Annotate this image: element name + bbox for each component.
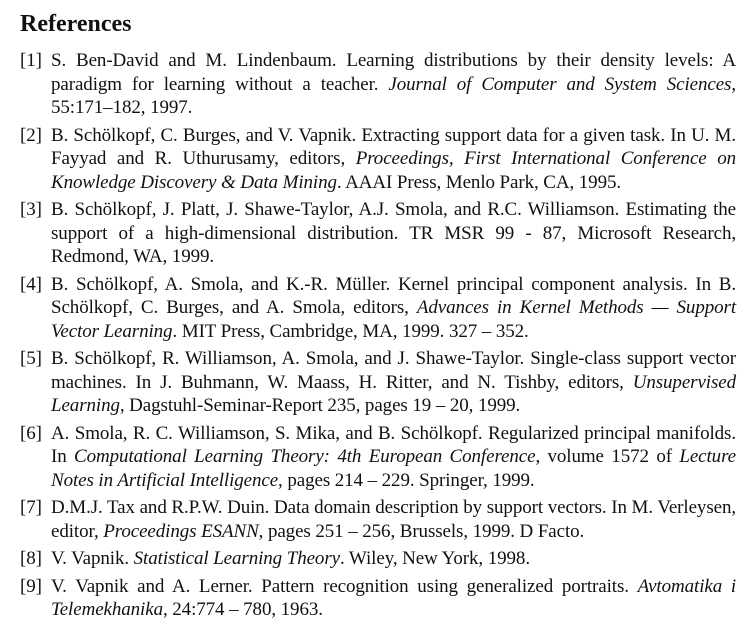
reference-title-italic: Lecture Notes in Artificial Intelligence <box>51 446 736 491</box>
reference-text-segment: , volume 1572 of <box>535 446 680 467</box>
reference-title-italic: Journal of Computer and System Sciences <box>388 73 732 95</box>
reference-entry <box>20 422 736 493</box>
reference-title-italic: Proceedings ESANN <box>103 520 259 542</box>
reference-text <box>51 273 736 344</box>
reference-number: [5] <box>20 348 42 369</box>
reference-title-italic: Statistical Learning Theory <box>133 548 340 569</box>
reference-text <box>51 49 736 120</box>
reference-text-segment: , 24:774 – 780, 1963. <box>162 599 323 620</box>
reference-title-italic: Unsupervised Learning <box>51 371 736 416</box>
reference-text <box>51 496 736 543</box>
reference-text-segment: B. Schölkopf, A. Smola, and K.-R. Müller. Kernel principal component analysis. In B. Schölkopf, C. Burges, and A. Smola, editors, <box>51 273 736 318</box>
reference-text-segment: . MIT Press, Cambridge, MA, 1999. 327 – 352. <box>172 320 529 342</box>
reference-text-segment: V. Vapnik. <box>51 548 134 569</box>
reference-number: [6] <box>20 422 42 444</box>
reference-number: [9] <box>20 575 42 597</box>
reference-number: [3] <box>20 199 42 220</box>
reference-title-italic: Advances in Kernel Methods — Support Vector Learning <box>51 297 736 342</box>
reference-text <box>51 422 736 493</box>
reference-text <box>51 347 736 418</box>
reference-entry <box>20 347 736 418</box>
reference-text-segment: . Wiley, New York, 1998. <box>339 548 530 569</box>
reference-entry <box>20 547 736 571</box>
section-title: References <box>20 11 132 37</box>
reference-text-segment: . AAAI Press, Menlo Park, CA, 1995. <box>336 171 622 193</box>
reference-text-segment: , pages 214 – 229. Springer, 1999. <box>278 469 535 491</box>
reference-text-segment: , pages 251 – 256, Brussels, 1999. D Facto. <box>258 520 585 542</box>
reference-title-italic: Avtomatika i Telemekhanika <box>51 575 737 620</box>
reference-number: [7] <box>20 497 42 518</box>
reference-text-segment: , Dagstuhl-Seminar-Report 235, pages 19 – 20, 1999. <box>119 395 521 416</box>
reference-text <box>51 124 736 195</box>
reference-list <box>20 49 736 622</box>
reference-title-italic: Proceedings, First International Conference on Knowledge Discovery & Data Mining <box>51 148 737 193</box>
reference-entry <box>20 575 736 622</box>
reference-text-segment: D.M.J. Tax and R.P.W. Duin. Data domain description by support vectors. In M. Verleysen, editor, <box>51 497 736 542</box>
reference-number: [4] <box>20 273 42 295</box>
reference-text-segment: S. Ben-David and M. Lindenbaum. Learning distributions by their density levels: A paradigm for learning without a teacher. <box>51 50 736 95</box>
reference-text <box>51 547 736 571</box>
reference-text-segment: A. Smola, R. C. Williamson, S. Mika, and B. Schölkopf. Regularized principal manifolds. In <box>51 422 736 467</box>
reference-entry <box>20 198 736 269</box>
reference-number: [2] <box>20 124 42 146</box>
reference-text-segment: , 55:171–182, 1997. <box>51 73 736 118</box>
reference-title-italic: Computational Learning Theory: 4th European Conference <box>74 446 536 467</box>
reference-text <box>51 575 736 622</box>
reference-text-segment: B. Schölkopf, J. Platt, J. Shawe-Taylor, A.J. Smola, and R.C. Williamson. Estimating the support of a high-dimensional distribution. TR MSR 99 - 87, Microsoft Research, Redmond, WA, 1999. <box>51 199 736 267</box>
reference-text-segment: V. Vapnik and A. Lerner. Pattern recognition using generalized portraits. <box>51 575 638 597</box>
reference-text-segment: B. Schölkopf, C. Burges, and V. Vapnik. Extracting support data for a given task. In U. M. Fayyad and R. Uthurusamy, editors, <box>51 124 736 169</box>
reference-entry <box>20 496 736 543</box>
reference-entry <box>20 124 736 195</box>
reference-text-segment: B. Schölkopf, R. Williamson, A. Smola, and J. Shawe-Taylor. Single-class support vector machines. In J. Buhmann, W. Maass, H. Ritter, and N. Tishby, editors, <box>51 348 736 393</box>
reference-text <box>51 198 736 269</box>
reference-number: [1] <box>20 50 42 71</box>
reference-entry <box>20 49 736 120</box>
reference-number: [8] <box>20 548 42 569</box>
reference-entry <box>20 273 736 344</box>
